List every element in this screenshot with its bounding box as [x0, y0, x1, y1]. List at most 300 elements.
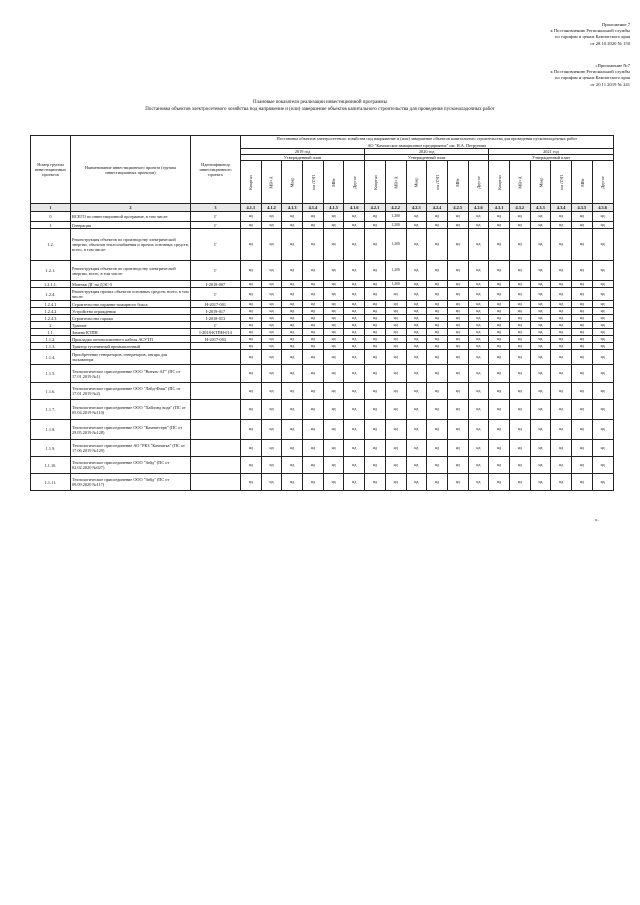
row-number: 1.1.11.	[31, 474, 71, 491]
value-cell: нд	[551, 261, 572, 281]
value-cell: нд	[365, 336, 386, 343]
value-cell: нд	[489, 336, 510, 343]
value-cell: нд	[592, 383, 613, 400]
value-cell: нд	[509, 301, 530, 308]
page-end-mark: ».	[595, 518, 599, 523]
value-cell: нд	[592, 329, 613, 336]
row-identifier: Г	[191, 322, 241, 329]
value-cell: нд	[572, 301, 593, 308]
header-line: «Приложение №7	[595, 63, 630, 68]
value-cell: нд	[323, 222, 344, 229]
value-cell: нд	[344, 212, 365, 222]
value-cell: нд	[282, 420, 303, 440]
value-cell: нд	[509, 457, 530, 474]
value-cell: нд	[365, 281, 386, 288]
value-cell: нд	[427, 261, 448, 281]
value-cell: нд	[592, 336, 613, 343]
row-number: 0	[31, 212, 71, 222]
value-cell: нд	[551, 336, 572, 343]
value-cell: нд	[261, 212, 282, 222]
value-cell: нд	[572, 350, 593, 365]
value-cell: нд	[365, 350, 386, 365]
value-cell: нд	[406, 329, 427, 336]
row-number: 1.1.2.	[31, 336, 71, 343]
value-cell: нд	[303, 474, 324, 491]
value-cell: нд	[406, 281, 427, 288]
table-row	[31, 457, 614, 474]
table-row	[31, 229, 614, 261]
value-cell: нд	[468, 343, 489, 350]
value-cell: нд	[385, 308, 406, 315]
value-cell: нд	[241, 343, 262, 350]
value-cell: нд	[592, 212, 613, 222]
value-cell: нд	[323, 315, 344, 322]
row-name: Технологическое присоединение ООО "Камчатсерв" (ПС от 29.05.2019 №128)	[71, 420, 191, 440]
value-cell: нд	[592, 457, 613, 474]
value-cell: нд	[344, 457, 365, 474]
row-name: Реконструкция объектов по производству электрической энергии, всего, в том числе:	[71, 261, 191, 281]
value-cell: нд	[489, 420, 510, 440]
value-cell: нд	[489, 440, 510, 457]
value-cell: нд	[261, 322, 282, 329]
value-cell: нд	[323, 229, 344, 261]
value-cell: нд	[427, 350, 448, 365]
header-line: Приложение 7	[601, 22, 630, 27]
value-cell: нд	[385, 315, 406, 322]
value-cell: нд	[509, 288, 530, 301]
row-identifier: I-2018-КТПН-014	[191, 329, 241, 336]
value-cell: нд	[572, 343, 593, 350]
unit-header: Квартал	[489, 161, 510, 204]
row-name: Транзит	[71, 322, 191, 329]
table-row	[31, 212, 614, 222]
value-cell: нд	[406, 343, 427, 350]
value-cell: нд	[323, 420, 344, 440]
value-cell: нд	[241, 212, 262, 222]
value-cell: нд	[509, 440, 530, 457]
value-cell: нд	[406, 400, 427, 420]
value-cell: нд	[468, 301, 489, 308]
value-cell: нд	[468, 322, 489, 329]
value-cell: нд	[365, 322, 386, 329]
value-cell: нд	[551, 212, 572, 222]
value-cell: нд	[241, 281, 262, 288]
value-cell: нд	[530, 315, 551, 322]
value-cell: нд	[323, 400, 344, 420]
value-cell: нд	[572, 329, 593, 336]
value-cell: нд	[344, 281, 365, 288]
value-cell: нд	[282, 261, 303, 281]
value-cell: нд	[427, 440, 448, 457]
value-cell: нд	[427, 281, 448, 288]
value-cell: нд	[303, 301, 324, 308]
value-cell: нд	[468, 474, 489, 491]
table-row	[31, 474, 614, 491]
unit-header: МВт	[572, 161, 593, 204]
value-cell: нд	[365, 212, 386, 222]
value-cell: нд	[303, 222, 324, 229]
value-cell: нд	[530, 383, 551, 400]
value-cell: нд	[344, 301, 365, 308]
year-2019: 2019 год	[241, 149, 365, 155]
value-cell: нд	[323, 301, 344, 308]
value-cell: нд	[468, 261, 489, 281]
value-cell: нд	[468, 229, 489, 261]
value-cell: нд	[406, 301, 427, 308]
row-number: 1.1.10.	[31, 457, 71, 474]
value-cell: нд	[551, 350, 572, 365]
column-index: 4.3.4	[551, 204, 572, 212]
value-cell: нд	[282, 281, 303, 288]
value-cell: нд	[365, 440, 386, 457]
value-cell: нд	[572, 222, 593, 229]
value-cell: нд	[323, 308, 344, 315]
value-cell: нд	[241, 301, 262, 308]
value-cell: нд	[282, 440, 303, 457]
value-cell: нд	[530, 474, 551, 491]
value-cell: нд	[551, 308, 572, 315]
table-row	[31, 308, 614, 315]
row-identifier	[191, 420, 241, 440]
unit-header: Мвар	[406, 161, 427, 204]
value-cell: нд	[282, 288, 303, 301]
value-cell: нд	[303, 400, 324, 420]
document-subtitle: Постановка объектов электросетевого хозяйства под напряжение и (или) завершение объектов капитального строительства для проведения пусконаладочных работ	[145, 107, 495, 112]
value-cell: нд	[468, 383, 489, 400]
row-identifier	[191, 457, 241, 474]
value-cell: нд	[344, 308, 365, 315]
unit-header: МВ×А	[261, 161, 282, 204]
value-cell: нд	[385, 343, 406, 350]
row-number: 1.1.4.	[31, 350, 71, 365]
value-cell: нд	[509, 343, 530, 350]
investment-plan-table	[30, 135, 614, 491]
value-cell: нд	[282, 229, 303, 261]
value-cell: нд	[447, 457, 468, 474]
value-cell: нд	[241, 308, 262, 315]
value-cell: нд	[572, 288, 593, 301]
value-cell: нд	[406, 322, 427, 329]
value-cell: нд	[509, 315, 530, 322]
value-cell: нд	[323, 261, 344, 281]
table-row	[31, 281, 614, 288]
value-cell: нд	[282, 301, 303, 308]
value-cell: нд	[406, 383, 427, 400]
value-cell: нд	[385, 329, 406, 336]
value-cell: нд	[282, 400, 303, 420]
value-cell: нд	[282, 315, 303, 322]
value-cell: нд	[365, 420, 386, 440]
header-line: к Постановлению Региональной службы	[550, 69, 630, 75]
value-cell: нд	[572, 440, 593, 457]
value-cell: нд	[282, 350, 303, 365]
value-cell: нд	[489, 281, 510, 288]
value-cell: нд	[530, 301, 551, 308]
value-cell: нд	[592, 365, 613, 383]
value-cell: нд	[572, 383, 593, 400]
row-identifier	[191, 350, 241, 365]
value-cell: нд	[323, 383, 344, 400]
value-cell: нд	[468, 329, 489, 336]
value-cell: нд	[530, 365, 551, 383]
header-line: по тарифам и ценам Камчатского края	[555, 34, 630, 40]
value-cell: нд	[509, 322, 530, 329]
document-title: Плановые показатели реализации инвестиционной программы	[253, 100, 387, 105]
table-row	[31, 420, 614, 440]
value-cell: нд	[303, 308, 324, 315]
row-name: Замена КТПН	[71, 329, 191, 336]
value-cell: нд	[241, 365, 262, 383]
column-index: 4.2.2	[385, 204, 406, 212]
header-line: от 20.11.2019 № 241	[590, 81, 630, 87]
row-identifier	[191, 383, 241, 400]
value-cell: нд	[303, 440, 324, 457]
row-identifier	[191, 400, 241, 420]
value-cell: нд	[592, 343, 613, 350]
row-identifier: Г	[191, 229, 241, 261]
value-cell: нд	[241, 315, 262, 322]
value-cell: нд	[261, 350, 282, 365]
unit-header: Квартал	[241, 161, 262, 204]
column-index: 4.3.1	[489, 204, 510, 212]
value-cell: нд	[303, 365, 324, 383]
value-cell: 1,200	[385, 281, 406, 288]
value-cell: нд	[447, 440, 468, 457]
value-cell: нд	[468, 365, 489, 383]
value-cell: нд	[323, 440, 344, 457]
value-cell: нд	[344, 329, 365, 336]
value-cell: нд	[572, 229, 593, 261]
value-cell: нд	[323, 288, 344, 301]
row-name: Реконструкция объектов по производству электрической энергии, объектов теплоснабжения и прочих основных средств, всего, в том числе:	[71, 229, 191, 261]
row-number: 1.2.4.	[31, 288, 71, 301]
value-cell: 1,200	[385, 212, 406, 222]
value-cell: нд	[282, 343, 303, 350]
value-cell: нд	[427, 420, 448, 440]
table-row	[31, 400, 614, 420]
value-cell: нд	[551, 301, 572, 308]
column-index: 4.2.3	[406, 204, 427, 212]
row-number: 1.2.	[31, 229, 71, 261]
value-cell: нд	[406, 315, 427, 322]
unit-header: Другое	[468, 161, 489, 204]
row-name: Технологическое присоединение АО "РКЗ "Камчатка" (ПС от 17.06.2019 №129)	[71, 440, 191, 457]
unit-header: км ЛЭП	[427, 161, 448, 204]
value-cell: нд	[489, 383, 510, 400]
year-2021: 2021 год	[489, 149, 613, 155]
row-number: 1	[31, 222, 71, 229]
row-number: 1.1.9.	[31, 440, 71, 457]
column-index: 4.3.3	[530, 204, 551, 212]
row-number: 1.1.	[31, 329, 71, 336]
value-cell: нд	[365, 457, 386, 474]
value-cell: нд	[468, 288, 489, 301]
value-cell: нд	[427, 365, 448, 383]
value-cell: нд	[489, 343, 510, 350]
plan-label: Утвержденный план	[365, 155, 489, 161]
value-cell: нд	[551, 229, 572, 261]
row-identifier: I-2019-017	[191, 308, 241, 315]
value-cell: нд	[530, 261, 551, 281]
row-name: Генерация	[71, 222, 191, 229]
value-cell: нд	[427, 315, 448, 322]
value-cell: нд	[447, 365, 468, 383]
value-cell: нд	[427, 301, 448, 308]
plan-label: Утвержденный план	[241, 155, 365, 161]
value-cell: 1,200	[385, 261, 406, 281]
value-cell: нд	[530, 229, 551, 261]
value-cell: нд	[323, 212, 344, 222]
value-cell: нд	[468, 440, 489, 457]
value-cell: нд	[592, 261, 613, 281]
value-cell: нд	[551, 222, 572, 229]
value-cell: нд	[489, 322, 510, 329]
unit-header: Мвар	[530, 161, 551, 204]
value-cell: нд	[323, 281, 344, 288]
column-index: 4.1.3	[282, 204, 303, 212]
value-cell: нд	[241, 383, 262, 400]
row-number: 2	[31, 322, 71, 329]
appendix-header	[550, 22, 630, 47]
row-name: Прокладка оптоволоконного кабеля АСУТП	[71, 336, 191, 343]
value-cell: нд	[447, 212, 468, 222]
value-cell: нд	[489, 212, 510, 222]
table-row	[31, 350, 614, 365]
value-cell: нд	[344, 229, 365, 261]
column-index: 4.2.5	[447, 204, 468, 212]
header-group-title	[241, 136, 614, 149]
value-cell: нд	[509, 365, 530, 383]
table-row	[31, 322, 614, 329]
value-cell: нд	[447, 322, 468, 329]
value-cell: нд	[406, 288, 427, 301]
value-cell: нд	[489, 350, 510, 365]
value-cell: нд	[344, 440, 365, 457]
value-cell: нд	[468, 400, 489, 420]
value-cell: нд	[282, 329, 303, 336]
value-cell: нд	[447, 229, 468, 261]
row-identifier: Г	[191, 222, 241, 229]
row-number: 1.2.1.	[31, 261, 71, 281]
value-cell: нд	[303, 229, 324, 261]
value-cell: нд	[427, 457, 448, 474]
value-cell: нд	[241, 288, 262, 301]
table-row	[31, 315, 614, 322]
value-cell: нд	[344, 350, 365, 365]
row-identifier	[191, 440, 241, 457]
value-cell: нд	[572, 281, 593, 288]
table-row	[31, 383, 614, 400]
value-cell: нд	[303, 350, 324, 365]
value-cell: нд	[447, 400, 468, 420]
row-identifier: H-2017-003	[191, 336, 241, 343]
value-cell: нд	[303, 322, 324, 329]
value-cell: нд	[530, 322, 551, 329]
plan-label: Утвержденный план	[489, 155, 613, 161]
value-cell: нд	[261, 457, 282, 474]
value-cell: нд	[551, 440, 572, 457]
value-cell: нд	[468, 350, 489, 365]
value-cell: нд	[592, 420, 613, 440]
value-cell: нд	[241, 336, 262, 343]
value-cell: нд	[592, 440, 613, 457]
header-id: Идентификатор инвестиционного проекта	[191, 136, 241, 204]
value-cell: нд	[303, 281, 324, 288]
value-cell: нд	[282, 222, 303, 229]
value-cell: нд	[592, 301, 613, 308]
row-number: 1.1.7.	[31, 400, 71, 420]
value-cell: нд	[447, 336, 468, 343]
value-cell: нд	[406, 365, 427, 383]
value-cell: нд	[406, 261, 427, 281]
header-line: по тарифам и ценам Камчатского края	[555, 75, 630, 81]
row-identifier: I-2018-007	[191, 281, 241, 288]
value-cell: нд	[509, 308, 530, 315]
column-index: 4.3.6	[592, 204, 613, 212]
column-index: 4.1.2	[261, 204, 282, 212]
value-cell: нд	[447, 315, 468, 322]
value-cell: нд	[365, 288, 386, 301]
value-cell: нд	[303, 336, 324, 343]
value-cell: нд	[468, 212, 489, 222]
row-number: 1.1.6.	[31, 383, 71, 400]
value-cell: нд	[303, 383, 324, 400]
value-cell: нд	[261, 315, 282, 322]
value-cell: нд	[592, 400, 613, 420]
value-cell: нд	[489, 457, 510, 474]
unit-header: Квартал	[365, 161, 386, 204]
value-cell: нд	[282, 474, 303, 491]
value-cell: нд	[592, 281, 613, 288]
row-name: Приобретение генераторов, генераторов, ангара для экскаватора	[71, 350, 191, 365]
value-cell: нд	[344, 261, 365, 281]
value-cell: нд	[530, 308, 551, 315]
row-name: Устройство ограждения	[71, 308, 191, 315]
value-cell: нд	[427, 212, 448, 222]
value-cell: нд	[489, 315, 510, 322]
value-cell: нд	[261, 400, 282, 420]
value-cell: нд	[530, 400, 551, 420]
unit-header: МВ×А	[509, 161, 530, 204]
table-row	[31, 336, 614, 343]
value-cell: нд	[468, 336, 489, 343]
row-name: Технологическое присоединение ООО "Лейд-Фиш" (ПС от 17.01.2019 №2)	[71, 383, 191, 400]
value-cell: нд	[323, 457, 344, 474]
value-cell: нд	[406, 336, 427, 343]
value-cell: нд	[551, 474, 572, 491]
value-cell: нд	[530, 343, 551, 350]
value-cell: нд	[365, 229, 386, 261]
value-cell: нд	[303, 212, 324, 222]
row-number: 1.2.1.1.	[31, 281, 71, 288]
column-index: 4.3.2	[509, 204, 530, 212]
organization-name: АО "Камчатское авиационное предприятие" им. Н.А. Петрунина	[367, 143, 487, 148]
row-number: 1.2.4.2	[31, 308, 71, 315]
value-cell: нд	[323, 322, 344, 329]
unit-header: Другое	[592, 161, 613, 204]
row-identifier: Г	[191, 288, 241, 301]
value-cell: нд	[509, 420, 530, 440]
row-name: Технологическое присоединение ООО "Зейд" (ПС от 02.02.2020 №027)	[71, 457, 191, 474]
value-cell: нд	[447, 329, 468, 336]
row-name: Трактор гусеничный промышленный	[71, 343, 191, 350]
value-cell: нд	[261, 261, 282, 281]
table-row	[31, 329, 614, 336]
value-cell: нд	[282, 365, 303, 383]
column-index: 4.1.4	[303, 204, 324, 212]
value-cell: нд	[551, 315, 572, 322]
value-cell: нд	[592, 322, 613, 329]
